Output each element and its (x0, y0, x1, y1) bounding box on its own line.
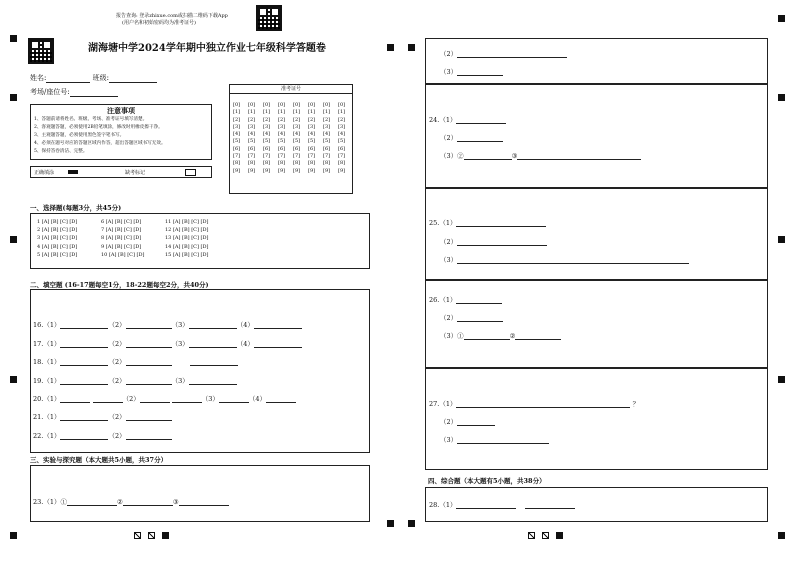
exam-id-digit[interactable]: [6] (278, 145, 286, 152)
q28-part1[interactable]: 28.（1） (429, 500, 575, 509)
q23-part3[interactable]: （3） (440, 67, 503, 76)
choice-row[interactable]: 14 [A] [B] [C] [D] (165, 243, 209, 250)
choice-box (30, 213, 370, 269)
fill-sample-box (30, 166, 212, 178)
page-mark-hatched (542, 532, 549, 539)
exam-id-digit[interactable]: [6] (308, 145, 316, 152)
exam-id-digit[interactable]: [4] (278, 131, 286, 138)
q23-continued-box (425, 38, 768, 84)
fill-blank-box (30, 289, 370, 453)
q27-box (425, 368, 768, 470)
exam-id-digit[interactable]: [8] (293, 160, 301, 167)
exam-id-digit[interactable]: [7] (308, 153, 316, 160)
exam-id-digit[interactable]: [3] (308, 123, 316, 130)
qr-code (256, 5, 282, 31)
exam-id-digit[interactable]: [4] (323, 131, 331, 138)
exam-id-digit[interactable]: [5] (248, 138, 256, 145)
q26-part2[interactable]: （2） (440, 313, 503, 322)
corner-mark (10, 236, 17, 243)
q18[interactable]: 18.（1） （2） (33, 357, 238, 366)
corner-mark (778, 376, 785, 383)
exam-id-digit[interactable]: [3] (233, 123, 241, 130)
exam-id-digit[interactable]: [3] (263, 123, 271, 130)
q28-box (425, 487, 768, 522)
choice-row[interactable]: 12 [A] [B] [C] [D] (165, 227, 209, 234)
choice-row[interactable]: 1 [A] [B] [C] [D] (37, 219, 78, 225)
exam-id-digit[interactable]: [9] (323, 167, 331, 174)
exam-id-digit[interactable]: [0] (308, 102, 316, 108)
exam-id-digit[interactable]: [3] (248, 123, 256, 130)
exam-id-digit[interactable]: [3] (278, 123, 286, 130)
notes-title: 注意事项 (107, 106, 135, 115)
q26-part1[interactable]: 26.（1） (429, 295, 502, 304)
exam-id-digit[interactable]: [8] (308, 160, 316, 167)
choice-row[interactable]: 3 [A] [B] [C] [D] (37, 235, 78, 242)
page-title: 湖海塘中学2024学年期中独立作业七年级科学答题卷 (88, 43, 326, 54)
qr-code (28, 38, 54, 64)
exam-id-digit[interactable]: [2] (338, 116, 346, 123)
exam-id-column[interactable] (323, 102, 330, 175)
exam-id-digit[interactable]: [1] (338, 109, 346, 116)
correct-fill-label: 正确填涂 (34, 170, 55, 176)
name-field[interactable] (30, 73, 157, 83)
exam-id-digit[interactable]: [2] (248, 116, 256, 123)
exam-id-column[interactable] (263, 102, 270, 175)
exam-id-digit[interactable]: [9] (263, 167, 271, 174)
corner-mark (408, 44, 415, 51)
experiment-box (30, 465, 370, 522)
exam-id-digit[interactable]: [5] (293, 138, 301, 145)
q27-part2[interactable]: （2） (440, 417, 495, 426)
exam-id-column[interactable] (278, 102, 285, 175)
q27-part1[interactable]: 27.（1） ？ (429, 400, 640, 408)
choice-group[interactable] (165, 218, 208, 259)
exam-id-digit[interactable]: [9] (248, 167, 256, 174)
q16[interactable]: 16.（1） （2） （3） （4） (33, 320, 302, 329)
exam-id-digit[interactable]: [2] (323, 116, 331, 123)
exam-id-digit[interactable]: [3] (323, 123, 331, 130)
exam-id-digit[interactable]: [2] (308, 116, 316, 123)
exam-id-digit[interactable]: [0] (233, 102, 241, 108)
corner-mark (778, 236, 785, 243)
notes-item: 2、客观题答题，必须使用2B铅笔填涂，修改时用橡皮擦干净。 (34, 125, 163, 130)
choice-row[interactable]: 5 [A] [B] [C] [D] (37, 251, 78, 258)
exam-id-digit[interactable]: [5] (233, 138, 241, 145)
exam-id-digit[interactable]: [0] (263, 102, 271, 108)
exam-id-label: 准考证号 (230, 85, 352, 94)
missing-mark-box[interactable] (185, 169, 196, 176)
exam-id-digit[interactable]: [7] (248, 153, 256, 160)
exam-id-digit[interactable]: [5] (308, 138, 316, 145)
room-field[interactable] (30, 87, 118, 97)
choice-row[interactable]: 10 [A] [B] [C] [D] (101, 251, 145, 258)
exam-id-digit[interactable]: [3] (338, 123, 346, 130)
exam-id-digit[interactable]: [1] (248, 109, 256, 116)
notes-item: 4、必须在题号对应的答题区域内作答，超出答题区域书写无效。 (34, 141, 166, 146)
exam-id-digit[interactable]: [4] (338, 131, 346, 138)
q23[interactable]: 23.（1）① ② ③ (33, 497, 229, 506)
choice-group[interactable] (37, 218, 77, 259)
class-label: 班级: (92, 74, 109, 82)
exam-id-digit[interactable]: [2] (263, 116, 271, 123)
exam-id-box (229, 84, 353, 194)
choice-row[interactable]: 9 [A] [B] [C] [D] (101, 243, 142, 250)
exam-id-digit[interactable]: [8] (278, 160, 286, 167)
exam-id-digit[interactable]: [9] (308, 167, 316, 174)
choice-row[interactable]: 8 [A] [B] [C] [D] (101, 235, 142, 242)
choice-row[interactable]: 7 [A] [B] [C] [D] (101, 227, 142, 234)
exam-id-digit[interactable]: [5] (323, 138, 331, 145)
exam-id-digit[interactable]: [8] (233, 160, 241, 167)
notes-item: 5、保持答卷清洁、完整。 (34, 149, 88, 154)
q25-part3[interactable]: （3） (440, 255, 689, 264)
exam-id-digit[interactable]: [4] (263, 131, 271, 138)
exam-id-digit[interactable]: [1] (278, 109, 286, 116)
exam-id-digit[interactable]: [7] (278, 153, 286, 160)
exam-id-digit[interactable]: [6] (248, 145, 256, 152)
exam-id-digit[interactable]: [7] (293, 153, 301, 160)
exam-id-column[interactable] (293, 102, 300, 175)
exam-id-digit[interactable]: [1] (233, 109, 241, 116)
exam-id-digit[interactable]: [4] (248, 131, 256, 138)
exam-id-digit[interactable]: [2] (293, 116, 301, 123)
page-mark-hatched (148, 532, 155, 539)
q17[interactable]: 17.（1） （2） （3） （4） (33, 339, 302, 348)
exam-id-digit[interactable]: [0] (293, 102, 301, 108)
exam-id-digit[interactable]: [1] (323, 109, 331, 116)
exam-id-digit[interactable]: [0] (323, 102, 331, 108)
corner-mark (778, 94, 785, 101)
exam-id-digit[interactable]: [8] (338, 160, 346, 167)
exam-id-column[interactable] (248, 102, 255, 175)
corner-mark (10, 376, 17, 383)
exam-id-digit[interactable]: [7] (263, 153, 271, 160)
section1-title: 一、选择题(每题3分，共45分) (30, 204, 122, 212)
corner-mark (10, 35, 17, 42)
exam-id-digit[interactable]: [1] (263, 109, 271, 116)
exam-id-digit[interactable]: [0] (248, 102, 256, 108)
exam-id-digit[interactable]: [8] (323, 160, 331, 167)
report-notice-sub: (用户名和初始密码均为准考证号) (122, 20, 196, 26)
exam-id-digit[interactable]: [1] (308, 109, 316, 116)
q24-part1[interactable]: 24.（1） (429, 115, 506, 124)
exam-id-digit[interactable]: [5] (278, 138, 286, 145)
corner-mark (778, 532, 785, 539)
exam-id-digit[interactable]: [8] (248, 160, 256, 167)
q23-part2[interactable]: （2） (440, 49, 567, 58)
q24-part2[interactable]: （2） (440, 133, 503, 142)
name-label: 姓名: (30, 74, 47, 82)
exam-id-digit[interactable]: [0] (278, 102, 286, 108)
exam-id-column[interactable] (233, 102, 240, 175)
corner-mark (10, 94, 17, 101)
report-notice: 报告查询: 登录zhixue.com或扫描二维码下载App (116, 13, 228, 19)
q26-box (425, 280, 768, 368)
exam-id-digit[interactable]: [9] (278, 167, 286, 174)
exam-id-digit[interactable]: [9] (293, 167, 301, 174)
exam-id-digit[interactable]: [5] (263, 138, 271, 145)
room-label: 考场/座位号: (30, 88, 70, 96)
choice-group[interactable] (101, 218, 144, 259)
exam-id-digit[interactable]: [2] (278, 116, 286, 123)
exam-id-digit[interactable]: [3] (293, 123, 301, 130)
section4-title: 四、综合题（本大题有5小题，共38分） (428, 477, 546, 485)
corner-mark (10, 532, 17, 539)
exam-id-column[interactable] (338, 102, 345, 175)
exam-id-digit[interactable]: [6] (293, 145, 301, 152)
exam-id-digit[interactable]: [4] (293, 131, 301, 138)
q20[interactable]: 20.（1） （2） （3） （4） (33, 394, 296, 403)
choice-row[interactable]: 13 [A] [B] [C] [D] (165, 235, 209, 242)
choice-row[interactable]: 15 [A] [B] [C] [D] (165, 251, 209, 258)
q25-part2[interactable]: （2） (440, 237, 547, 246)
choice-row[interactable]: 4 [A] [B] [C] [D] (37, 243, 78, 250)
exam-id-column[interactable] (308, 102, 315, 175)
q25-part1[interactable]: 25.（1） (429, 218, 546, 227)
exam-id-digit[interactable]: [2] (233, 116, 241, 123)
q24-part3[interactable]: （3）② ③ (440, 151, 641, 160)
exam-id-digit[interactable]: [6] (338, 145, 346, 152)
q27-part3[interactable]: （3） (440, 435, 549, 444)
exam-id-digit[interactable]: [6] (263, 145, 271, 152)
q21[interactable]: 21.（1） （2） (33, 412, 172, 421)
corner-mark (387, 520, 394, 527)
missing-mark-label: 缺考标记 (125, 170, 146, 176)
corner-mark (778, 15, 785, 22)
choice-row[interactable]: 6 [A] [B] [C] [D] (101, 219, 142, 225)
choice-row[interactable]: 11 [A] [B] [C] [D] (165, 219, 209, 225)
exam-id-digit[interactable]: [7] (233, 153, 241, 160)
q25-box (425, 188, 768, 280)
corner-mark (408, 520, 415, 527)
exam-id-digit[interactable]: [9] (233, 167, 241, 174)
q19[interactable]: 19.（1） （2） （3） (33, 376, 237, 385)
q22[interactable]: 22.（1） （2） (33, 431, 172, 440)
exam-id-digit[interactable]: [7] (323, 153, 331, 160)
exam-id-digit[interactable]: [1] (293, 109, 301, 116)
exam-id-digit[interactable]: [4] (308, 131, 316, 138)
exam-id-digit[interactable]: [5] (338, 138, 346, 145)
page-mark (162, 532, 169, 539)
page-mark (556, 532, 563, 539)
corner-mark (387, 44, 394, 51)
exam-id-digit[interactable]: [6] (323, 145, 331, 152)
correct-fill-sample (68, 170, 78, 174)
choice-row[interactable]: 2 [A] [B] [C] [D] (37, 227, 78, 234)
exam-id-digit[interactable]: [6] (233, 145, 241, 152)
exam-id-digit[interactable]: [4] (233, 131, 241, 138)
exam-id-digit[interactable]: [0] (338, 102, 346, 108)
q26-part3[interactable]: （3）① ② (440, 331, 561, 340)
notes-box (30, 104, 212, 160)
page-mark-hatched (134, 532, 141, 539)
notes-item: 1、答题前请将姓名、班级、考场、准考证号填写清楚。 (34, 117, 148, 122)
notes-item: 3、主观题答题，必须使用黑色签字笔书写。 (34, 133, 125, 138)
page-mark-hatched (528, 532, 535, 539)
exam-id-digit[interactable]: [9] (338, 167, 346, 174)
exam-id-digit[interactable]: [7] (338, 153, 346, 160)
section2-title: 二、填空题 (16-17题每空1分，18-22题每空2分，共40分) (30, 281, 209, 289)
exam-id-digit[interactable]: [8] (263, 160, 271, 167)
section3-title: 三、实验与探究题（本大题共5小题，共37分） (30, 456, 168, 464)
q24-box (425, 84, 768, 188)
